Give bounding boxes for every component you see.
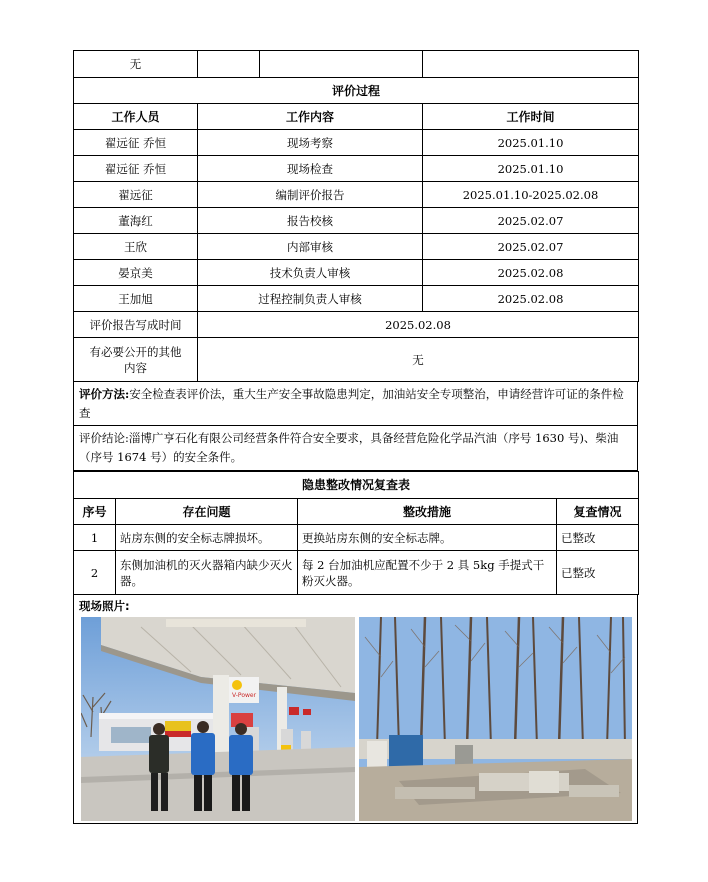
row-staff: 晏京美: [74, 260, 198, 286]
process-header-row: [74, 104, 639, 130]
row-time: 2025.02.08: [423, 260, 639, 286]
header-time: 工作时间: [423, 104, 639, 130]
row-staff: 董海红: [74, 208, 198, 234]
table-row: [74, 525, 639, 551]
table-row: [74, 286, 639, 312]
row-measure: 每 2 台加油机应配置不少于 2 具 5kg 手提式干粉灭火器。: [298, 551, 557, 595]
process-title: 评价过程: [74, 78, 639, 104]
row-time: 2025.02.07: [423, 234, 639, 260]
row-content: 编制评价报告: [198, 182, 423, 208]
table-row: [74, 208, 639, 234]
table-row: [74, 182, 639, 208]
site-photos: [73, 595, 638, 824]
photos-title: 现场照片:: [79, 599, 130, 613]
row-staff: 翟远征 乔恒: [74, 130, 198, 156]
top-row-value: 无: [74, 51, 198, 78]
row-content: 现场考察: [198, 130, 423, 156]
row-staff: 王欣: [74, 234, 198, 260]
header-problem: 存在问题: [116, 499, 298, 525]
station-sign-text: V-Power: [232, 692, 257, 699]
row-time: 2025.01.10: [423, 156, 639, 182]
row-time: 2025.01.10-2025.02.08: [423, 182, 639, 208]
row-staff: 翟远征 乔恒: [74, 156, 198, 182]
row-content: 过程控制负责人审核: [198, 286, 423, 312]
row-status: 已整改: [557, 525, 639, 551]
header-staff: 工作人员: [74, 104, 198, 130]
top-row: [74, 51, 639, 78]
method-label: 评价方法:: [79, 387, 130, 401]
method-text: 安全检查表评价法，重大生产安全事故隐患判定，加油站安全专项整治，申请经营许可证的条件检查: [79, 387, 624, 420]
header-measure: 整改措施: [298, 499, 557, 525]
rectification-table: [73, 471, 639, 595]
row-content: 技术负责人审核: [198, 260, 423, 286]
row-problem: 东侧加油机的灭火器箱内缺少灭火器。: [116, 551, 298, 595]
row-status: 已整改: [557, 551, 639, 595]
row-content: 报告校核: [198, 208, 423, 234]
row-time: 2025.01.10: [423, 130, 639, 156]
evaluation-method: [73, 382, 638, 426]
row-measure: 更换站房东侧的安全标志牌。: [298, 525, 557, 551]
other-content-value: 无: [198, 338, 639, 382]
other-content-row: [74, 338, 639, 382]
row-staff: 翟远征: [74, 182, 198, 208]
report-time-label: 评价报告写成时间: [74, 312, 198, 338]
report-time-row: [74, 312, 639, 338]
report-page: [73, 50, 638, 824]
table-row: [74, 130, 639, 156]
header-content: 工作内容: [198, 104, 423, 130]
table-row: [74, 260, 639, 286]
gas-station-photo: [81, 617, 355, 821]
table-row: [74, 156, 639, 182]
row-staff: 王加旭: [74, 286, 198, 312]
row-time: 2025.02.07: [423, 208, 639, 234]
rectification-header-row: [74, 499, 639, 525]
table-row: [74, 551, 639, 595]
row-time: 2025.02.08: [423, 286, 639, 312]
row-content: 现场检查: [198, 156, 423, 182]
process-table: [73, 50, 639, 382]
header-no: 序号: [74, 499, 116, 525]
table-row: [74, 234, 639, 260]
row-no: 1: [74, 525, 116, 551]
row-content: 内部审核: [198, 234, 423, 260]
tank-area-photo: [359, 617, 632, 821]
rectification-title: 隐患整改情况复查表: [74, 472, 639, 499]
row-no: 2: [74, 551, 116, 595]
other-content-label: 有必要公开的其他 内容: [74, 338, 198, 382]
row-problem: 站房东侧的安全标志牌损坏。: [116, 525, 298, 551]
evaluation-conclusion: [73, 426, 638, 471]
header-status: 复查情况: [557, 499, 639, 525]
report-time-value: 2025.02.08: [198, 312, 639, 338]
conclusion-text: 淄博广亨石化有限公司经营条件符合安全要求，具备经营危险化学品汽油（序号 1630 号)、柴油（序号 1674 号）的安全条件。: [79, 431, 619, 464]
conclusion-label: 评价结论:: [79, 431, 129, 445]
